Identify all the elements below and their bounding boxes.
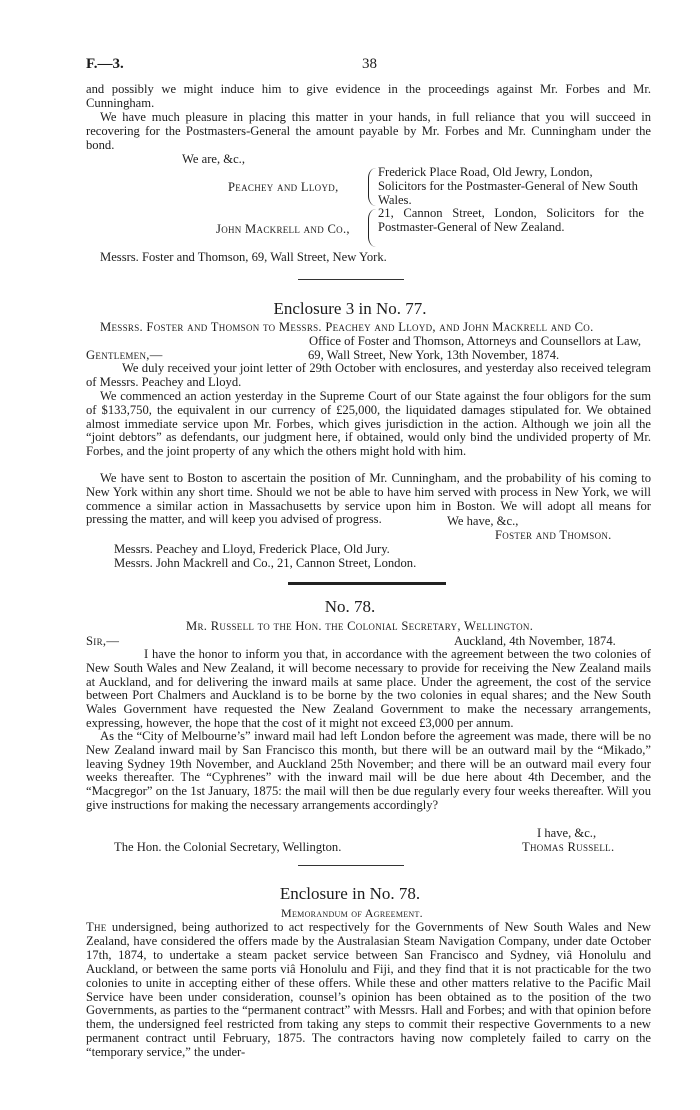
sender-peachey-address: Frederick Place Road, Old Jewry, London, Solicitors for the Postmaster-General of New South Wales. [378,165,638,207]
enclosure-3-paragraph-3: We have sent to Boston to ascertain the position of Mr. Cunningham, and the probability of his coming to New York within any short time. Should we not be able to have him served with process in New York, we will commence a similar action in Massachusetts by service upon him in Boston. We will adopt all means for pressing the matter, and will keep you advised of progress. [86,471,651,527]
enclosure-78-title: Enclosure in No. 78. [279,884,421,903]
enclosure-78-paragraph [86,921,651,1060]
no-78-parties: Mr. Russell to the Hon. the Colonial Secretary, Wellington. [186,619,534,633]
enclosure-3-paragraph-1: We duly received your joint letter of 29th October with enclosures, and yesterday also received telegram of Messrs. Peachey and Lloyd. [86,361,651,389]
divider-1 [298,279,404,280]
enclosure-3-closing: We have, &c., [447,514,519,528]
brace-2 [368,209,377,247]
page-code: F.—3. [86,56,124,72]
no-78-title: No. 78. [324,597,376,616]
enclosure-3-title: Enclosure 3 in No. 77. [273,299,427,318]
enclosure-78-body: undersigned, being authorized to act respectively for the Governments of New South Wales and New Zealand, have considered the offers made by the Australasian Steam Navigation Company, under date October 17th, 1874, to undertake a steam packet service between San Francisco and Sydney, viâ Honolulu and Auckland, or between the same ports viâ Honolulu and Fiji, and they find that it is not practicable for the two colonies to unite in accepting either of these offers. While these and other matters relative to the Pacific Mail Service have been under consideration, counsel’s opinion has been obtained as to the position of the two Governments, as parties to the “permanent contract” with Messrs. Hall and Forbes; and with that opinion before them, the undersigned feel restricted from taking any steps to commit their respective Governments to a new permanent contract until February, 1875. The contractors having now completely failed to carry on the “temporary service,” the under- [86,920,651,1060]
enclosure-3-address-date: 69, Wall Street, New York, 13th November, 1874. [308,348,560,362]
enclosure-3-recipient-2: Messrs. John Mackrell and Co., 21, Cannon Street, London. [114,556,417,570]
page-number: 38 [362,56,377,72]
enclosure-3-office: Office of Foster and Thomson, Attorneys and Counsellors at Law, [309,334,642,348]
enclosure-3-signature: Foster and Thomson. [495,528,612,542]
enclosure-3-salutation: Gentlemen,— [86,348,163,362]
enclosure-3-recipient-1: Messrs. Peachey and Lloyd, Frederick Place, Old Jury. [114,542,390,556]
sender-peachey-lloyd: Peachey and Lloyd, [228,180,339,194]
no-78-paragraph-2: As the “City of Melbourne’s” inward mail had left London before the agreement was made, there will be no New Zealand inward mail by San Francisco this month, but there will be an outward mail by the “Mikado,” leaving Sydney 19th November, and Auckland 25th November; and there will be an outward mail every four weeks thereafter. The “Cyphrenes” with the inward mail will be due here about 4th December, and the “Macgregor” on the 1st January, 1875: the mail will then be due regularly every four weeks thereafter. Will you give instructions for making the necessary arrangements accordingly? [86,729,651,812]
enclosure-78-subtitle: Memorandum of Agreement. [281,906,423,920]
divider-3 [298,865,404,866]
no-78-paragraph-1: I have the honor to inform you that, in accordance with the agreement between the two colonies of New South Wales and New Zealand, it will become necessary to provide for receiving the New Zealand mails at Auckland, and for delivering the inward mails at same place. Under the agreement, the cost of the service between Port Chalmers and Auckland is to be borne by the two colonies in equal shares; and the New South Wales Government have requested the New Zealand Government to make the necessary arrangements, expressing, however, the hope that the cost of it might not exceed £3,000 per annum. [86,647,651,730]
no-78-date: Auckland, 4th November, 1874. [454,634,616,648]
no-78-addressee: The Hon. the Colonial Secretary, Wellington. [114,840,342,854]
enclosure-78-lead: The [86,920,107,934]
divider-2 [288,582,446,585]
continued-paragraph: and possibly we might induce him to give evidence in the proceedings against Mr. Forbes and Mr. Cunningham. [86,82,651,110]
sender-mackrell-address: 21, Cannon Street, London, Solicitors for the Postmaster-General of New Zealand. [378,206,644,234]
closing-we-are: We are, &c., [182,152,245,166]
addressee-foster-thomson: Messrs. Foster and Thomson, 69, Wall Street, New York. [100,250,387,264]
no-78-closing: I have, &c., [537,826,597,840]
sender-john-mackrell: John Mackrell and Co., [216,222,350,236]
no-78-signature: Thomas Russell. [522,840,615,854]
paragraph-pleasure: We have much pleasure in placing this matter in your hands, in full reliance that you will succeed in recovering for the Postmasters-General the amount payable by Mr. Forbes and Mr. Cunningham under the bond. [86,110,651,152]
brace-1 [368,168,377,206]
no-78-salutation: Sir,— [86,634,120,648]
enclosure-3-paragraph-2: We commenced an action yesterday in the Supreme Court of our State against the four obligors for the sum of $133,750, the equivalent in our currency of £25,000, the liquidated damages stipulated for. We obtained almost immediate service upon Mr. Forbes, which gives jurisdiction in the action. Although we join all the “joint debtors” as defendants, our judgment here, if obtained, would only bind the undivided property of Mr. Forbes, and the joint property of any which the others might hold with him. [86,389,651,459]
enclosure-3-parties: Messrs. Foster and Thomson to Messrs. Peachey and Lloyd, and John Mackrell and Co. [100,320,594,334]
